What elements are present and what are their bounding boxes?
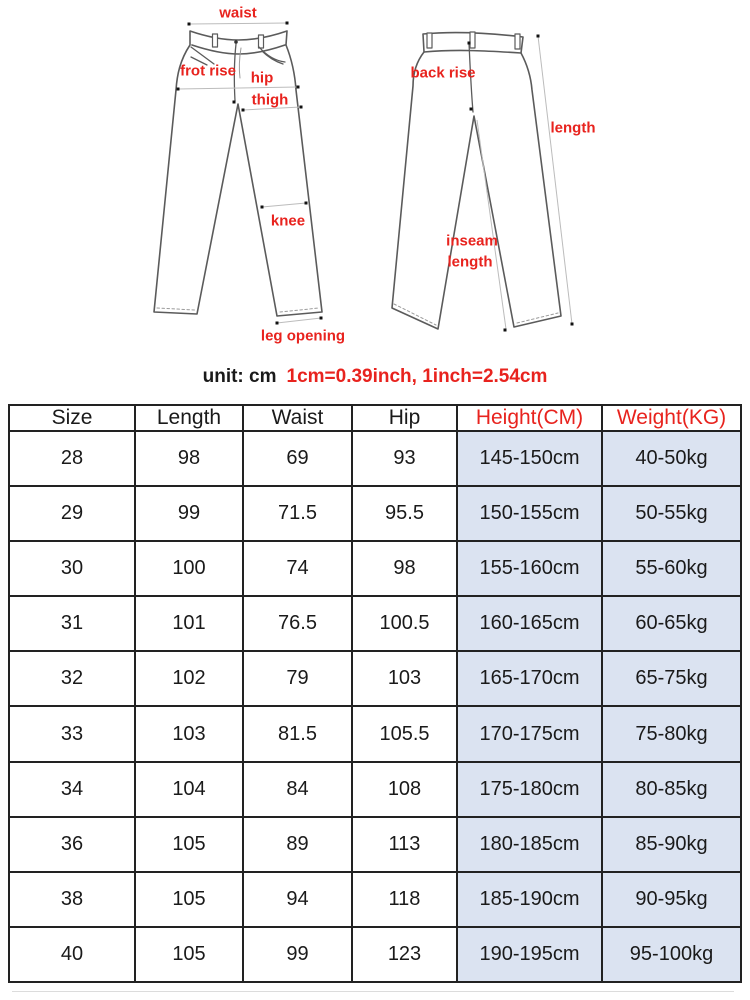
table-row: [9, 706, 741, 761]
size-table-header: [9, 405, 741, 431]
table-cell: 31: [9, 596, 135, 651]
table-cell: 105.5: [352, 706, 457, 761]
table-cell: 100: [135, 541, 243, 596]
table-row: [9, 431, 741, 486]
table-cell: 101: [135, 596, 243, 651]
table-cell: 85-90kg: [602, 817, 741, 872]
table-cell: 80-85kg: [602, 762, 741, 817]
table-cell: 89: [243, 817, 352, 872]
table-cell: 32: [9, 651, 135, 706]
table-row: [9, 486, 741, 541]
table-cell: 29: [9, 486, 135, 541]
table-cell: 180-185cm: [457, 817, 602, 872]
hip-label: hip: [250, 69, 274, 87]
bottom-divider: [12, 991, 734, 992]
table-cell: 98: [352, 541, 457, 596]
table-row: [9, 596, 741, 651]
table-cell: 55-60kg: [602, 541, 741, 596]
unit-conversion-red: 1cm=0.39inch, 1inch=2.54cm: [286, 366, 548, 387]
table-cell: 103: [352, 651, 457, 706]
table-cell: 155-160cm: [457, 541, 602, 596]
table-row: [9, 762, 741, 817]
table-cell: 150-155cm: [457, 486, 602, 541]
table-cell: 28: [9, 431, 135, 486]
table-row: [9, 541, 741, 596]
table-cell: 105: [135, 817, 243, 872]
length-label: length: [550, 119, 596, 137]
column-header: Height(CM): [457, 405, 602, 431]
table-cell: 123: [352, 927, 457, 982]
table-cell: 40: [9, 927, 135, 982]
leg-opening-label: leg opening: [260, 327, 346, 345]
table-cell: 98: [135, 431, 243, 486]
table-cell: 65-75kg: [602, 651, 741, 706]
unit-note: [0, 366, 750, 388]
table-cell: 103: [135, 706, 243, 761]
table-cell: 100.5: [352, 596, 457, 651]
table-cell: 76.5: [243, 596, 352, 651]
table-row: [9, 817, 741, 872]
pants-line-art: [0, 0, 750, 400]
pants-measurement-diagram: [0, 0, 750, 400]
table-cell: 102: [135, 651, 243, 706]
table-cell: 84: [243, 762, 352, 817]
table-cell: 93: [352, 431, 457, 486]
table-cell: 113: [352, 817, 457, 872]
column-header: Length: [135, 405, 243, 431]
table-cell: 99: [135, 486, 243, 541]
table-cell: 90-95kg: [602, 872, 741, 927]
table-cell: 165-170cm: [457, 651, 602, 706]
table-cell: 79: [243, 651, 352, 706]
table-cell: 30: [9, 541, 135, 596]
table-cell: 60-65kg: [602, 596, 741, 651]
table-cell: 74: [243, 541, 352, 596]
front-rise-label: frot rise: [180, 62, 236, 80]
table-cell: 71.5: [243, 486, 352, 541]
table-cell: 34: [9, 762, 135, 817]
table-cell: 81.5: [243, 706, 352, 761]
table-cell: 104: [135, 762, 243, 817]
table-cell: 94: [243, 872, 352, 927]
table-cell: 33: [9, 706, 135, 761]
table-cell: 175-180cm: [457, 762, 602, 817]
back-rise-label: back rise: [410, 64, 476, 82]
table-cell: 95-100kg: [602, 927, 741, 982]
column-header: Size: [9, 405, 135, 431]
header-row: [9, 405, 741, 431]
table-cell: 145-150cm: [457, 431, 602, 486]
table-row: [9, 927, 741, 982]
table-cell: 40-50kg: [602, 431, 741, 486]
waist-label: waist: [219, 4, 257, 22]
table-cell: 170-175cm: [457, 706, 602, 761]
table-cell: 99: [243, 927, 352, 982]
table-row: [9, 872, 741, 927]
table-cell: 69: [243, 431, 352, 486]
table-cell: 105: [135, 872, 243, 927]
knee-label: knee: [270, 212, 306, 230]
column-header: Weight(KG): [602, 405, 741, 431]
table-cell: 190-195cm: [457, 927, 602, 982]
table-cell: 75-80kg: [602, 706, 741, 761]
table-cell: 108: [352, 762, 457, 817]
inseam-label-line1: inseam: [446, 232, 498, 250]
column-header: Hip: [352, 405, 457, 431]
size-table-body: [9, 431, 741, 982]
table-cell: 36: [9, 817, 135, 872]
inseam-label-line2: length: [447, 253, 493, 271]
thigh-label: thigh: [251, 91, 289, 109]
table-cell: 118: [352, 872, 457, 927]
table-cell: 160-165cm: [457, 596, 602, 651]
table-cell: 105: [135, 927, 243, 982]
table-cell: 95.5: [352, 486, 457, 541]
size-table: [8, 404, 742, 983]
column-header: Waist: [243, 405, 352, 431]
unit-note-black: unit: cm: [202, 366, 277, 387]
table-row: [9, 651, 741, 706]
table-cell: 50-55kg: [602, 486, 741, 541]
table-cell: 38: [9, 872, 135, 927]
table-cell: 185-190cm: [457, 872, 602, 927]
